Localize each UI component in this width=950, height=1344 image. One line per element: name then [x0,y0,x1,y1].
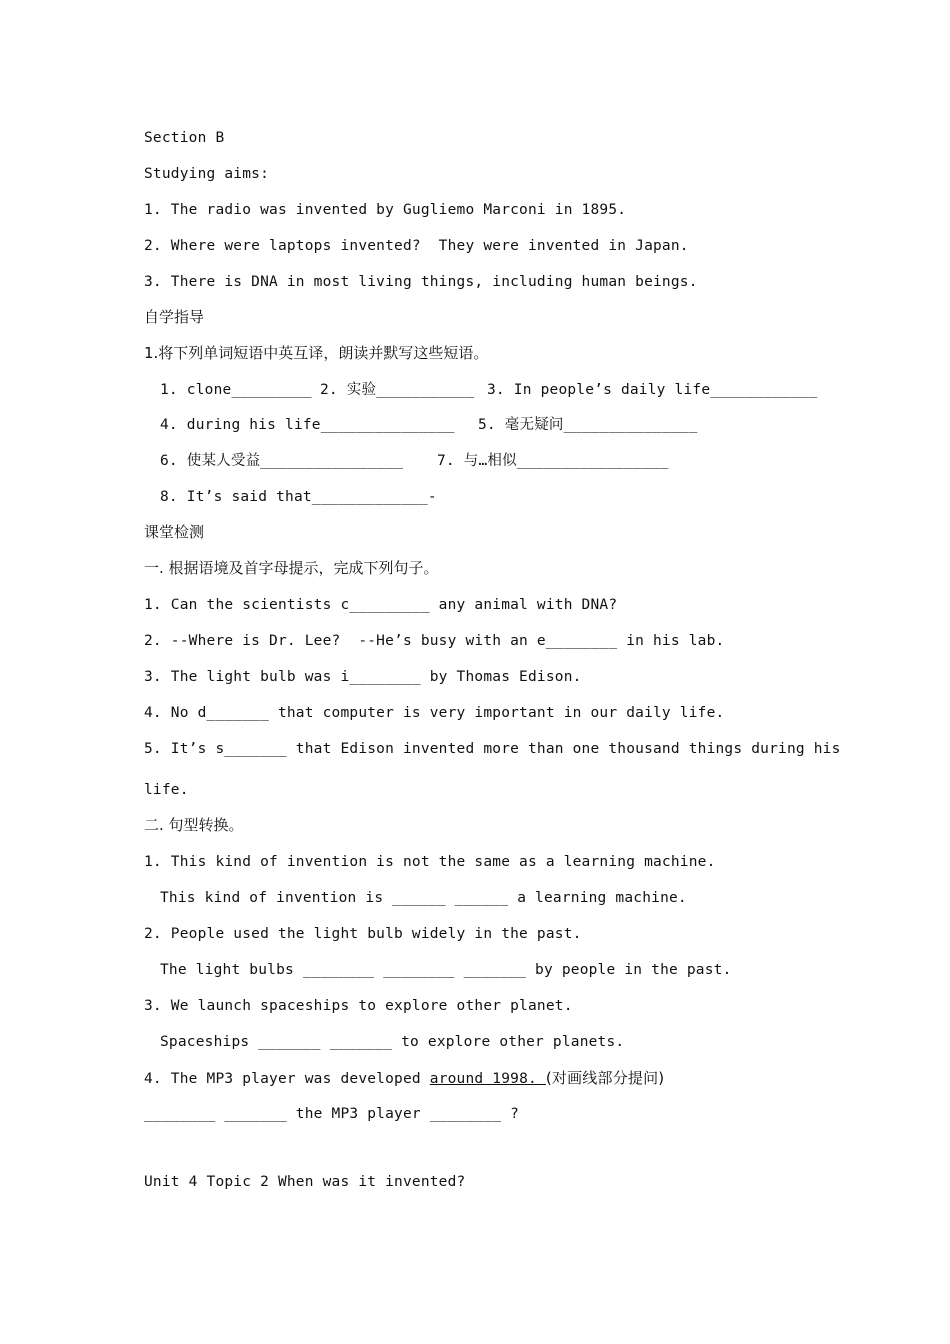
question-hint: (对画线部分提问) [545,1069,665,1087]
self-study-title: 自学指导 [144,308,205,326]
transform-answer: The light bulbs ________ ________ _______ by people in the past. [160,962,732,978]
vocab-item: 4. during his life_______________ [160,417,455,433]
aim-item: 3. There is DNA in most living things, including human beings. [144,274,698,290]
transform-question [144,1068,664,1089]
transform-question: 2. People used the light bulb widely in the past. [144,926,582,942]
section-title: Section B [144,130,225,146]
vocab-item: 1. clone_________ [160,382,312,398]
transform-question: 1. This kind of invention is not the same as a learning machine. [144,854,716,870]
vocab-item: 3. In people’s daily life____________ [487,382,818,398]
exercise-item: 2. --Where is Dr. Lee? --He’s busy with an e________ in his lab. [144,633,725,649]
question-prefix: 4. The MP3 player was developed [144,1071,430,1087]
vocab-item: 5. 毫无疑问_______________ [478,417,698,433]
part1-title: 一. 根据语境及首字母提示，完成下列句子。 [144,559,439,577]
aim-item: 2. Where were laptops invented? They were invented in Japan. [144,238,689,254]
vocab-item: 7. 与…相似_________________ [437,453,669,469]
transform-question: 3. We launch spaceships to explore other planet. [144,998,573,1014]
vocab-item: 8. It’s said that_____________- [160,489,437,505]
footer-unit-title: Unit 4 Topic 2 When was it invented? [144,1174,466,1190]
vocab-item: 6. 使某人受益________________ [160,453,404,469]
classroom-test-title: 课堂检测 [144,523,205,541]
exercise-item-continued: life. [144,782,189,798]
part2-title: 二. 句型转换。 [144,816,244,834]
underlined-phrase: around 1998. [429,1071,546,1087]
aims-title: Studying aims: [144,166,270,182]
aim-item: 1. The radio was invented by Gugliemo Marconi in 1895. [144,202,627,218]
exercise-item: 3. The light bulb was i________ by Thomas Edison. [144,669,582,685]
exercise-item: 5. It’s s_______ that Edison invented more than one thousand things during his [144,741,841,757]
transform-answer: ________ _______ the MP3 player ________ ? [144,1106,520,1122]
transform-answer: This kind of invention is ______ ______ a learning machine. [160,890,687,906]
exercise-item: 1. Can the scientists c_________ any animal with DNA? [144,597,618,613]
transform-answer: Spaceships _______ _______ to explore other planets. [160,1034,625,1050]
vocab-item: 2. 实验___________ [320,382,475,398]
self-study-instruction: 1.将下列单词短语中英互译，朗读并默写这些短语。 [144,344,489,362]
exercise-item: 4. No d_______ that computer is very important in our daily life. [144,705,725,721]
